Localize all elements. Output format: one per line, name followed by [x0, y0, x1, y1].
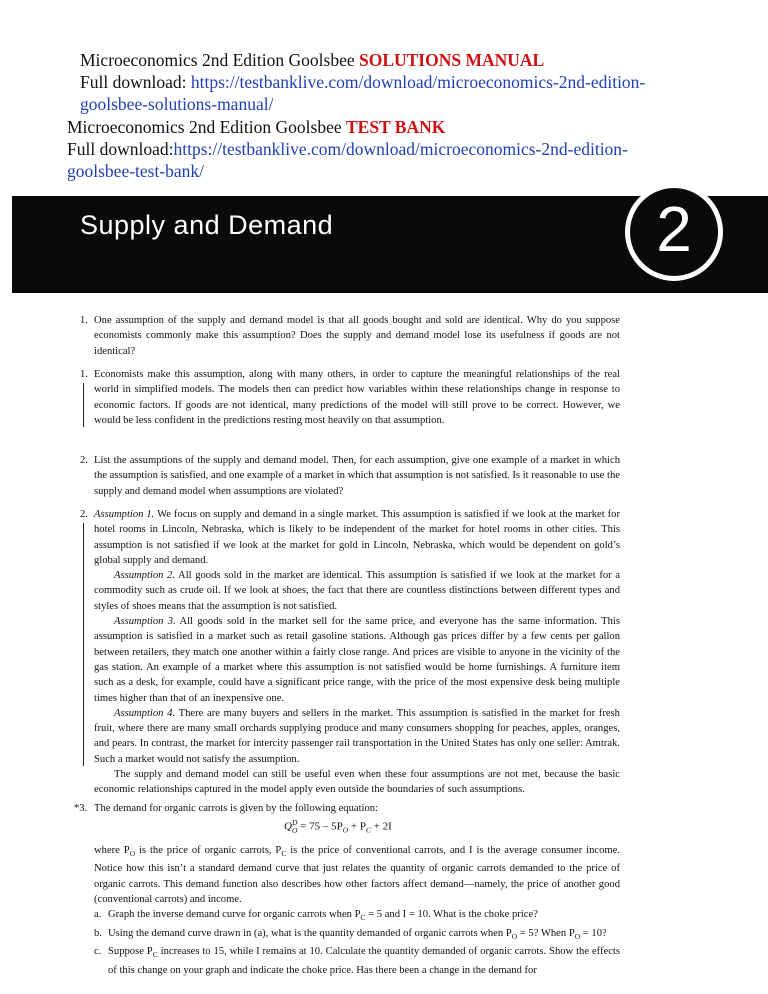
- solutions-manual-link[interactable]: https://testbanklive.com/download/microeconomics-2nd-edition-: [190, 72, 646, 92]
- question-1-number: 1.: [80, 315, 88, 326]
- header-line-3: [80, 94, 273, 115]
- question-3-body: [94, 843, 620, 978]
- test-bank-label: TEST BANK: [345, 117, 446, 137]
- question-1-text: One assumption of the supply and demand model is that all goods bought and sold are identical. Why do you suppose economists commonly make this assumption? Does the supply and demand model lose its usefulness if goods are not identical?: [94, 315, 620, 357]
- answer-1-number: 1.: [80, 369, 88, 380]
- header-line-2: Full download: https://testbanklive.com/download/microeconomics-2nd-edition-: [80, 72, 646, 92]
- assumption-3: Assumption 3. All goods sold in the market sell for the same price, and everyone has the same information. This assumption is satisfied in a market such as retail gasoline stations. Although gas prices differ by a few cents per gallon between retailers, they match one another within a fairly close range. And prices are visible to anyone in the vicinity of the gas station. An example of a market where this assumption is not satisfied would be home furnishings. A furniture item such as a desk, for example, could have a significant price range, with the price of the most expensive desk being multiple times higher than that of an inexpensive one.: [94, 616, 620, 704]
- question-3-where: where $P_O$ is the price of organic carrots, $P_C$ is the price of conventional carrots, and I is the average consumer income. Notice how this isn’t a standard demand curve that just relates the quantity of organic carrots demanded to the price of organic carrots. This demand function also describes how other factors affect demand—namely, the price of another good (conventional carrots) and income.: [94, 845, 620, 905]
- question-2-text: List the assumptions of the supply and demand model. Then, for each assumption, give one example of a market in which the assumption is satisfied, and one example of a market in which that assumption is not satisfied. Is it reasonable to use the supply and demand model when assumptions are violated?: [94, 455, 620, 497]
- test-bank-link-cont[interactable]: goolsbee-test-bank/: [67, 161, 205, 181]
- demand-equation: Q D O = $75 - 5P_O + P_C + 2I$: [284, 818, 392, 835]
- assumption-1: Assumption 1. We focus on supply and demand in a single market. This assumption is satisfied if we look at the market for hotel rooms in Lincoln, Nebraska, which is likely to be independent of the market for hotel rooms in other cities. This assumption is not satisfied if we look at the market for gold in Lincoln, Nebraska, which would be dependent on gold’s global supply and demand.: [94, 509, 620, 566]
- assumption-4: Assumption 4. There are many buyers and sellers in the market. This assumption is satisfied in the market for fresh fruit, where there are many small orchards supplying produce and many consumers shopping for peaches, apples, oranges, and pears. In contrast, the market for intercity passenger rail transportation in the United States has only one seller: Amtrak. Such a market would not satisfy the assumption.: [94, 707, 620, 765]
- question-3-intro: The demand for organic carrots is given by the following equation:: [94, 803, 378, 814]
- header-line-5: Full download:https://testbanklive.com/download/microeconomics-2nd-edition-: [67, 139, 628, 159]
- question-2-number: 2.: [80, 455, 88, 466]
- header-line-6: [67, 161, 204, 182]
- chapter-number: 2: [656, 193, 692, 265]
- question-3-number: *3.: [74, 803, 88, 814]
- question-3b: b. Using the demand curve drawn in (a), what is the quantity demanded of organic carrots when $P_O = 5$? When $P_O = 10$?: [94, 927, 607, 941]
- answer-2-bar: [83, 523, 84, 766]
- answer-1-text: Economists make this assumption, along with many others, in order to capture the meaningful relationships of the real world in simplified models. The models then can predict how variables within these relationships change in response to economic factors. If goods are not identical, many predictions of the model will still prove to be correct. However, we would be less confident in the predictions resting most heavily on that assumption.: [94, 369, 620, 426]
- header-line-1: Microeconomics 2nd Edition Goolsbee SOLUTIONS MANUAL: [80, 50, 545, 70]
- chapter-title: Supply and Demand: [80, 210, 334, 240]
- question-3c: c. Suppose $P_C$ increases to 15, while I remains at 10. Calculate the quantity demanded of organic carrots. Show the effects of this change on your graph and indicate the choke price. Has there been a change in the demand for: [94, 946, 620, 976]
- answer-1-bar: [83, 383, 84, 427]
- answer-2-number: 2.: [80, 509, 88, 520]
- header-line-4: Microeconomics 2nd Edition Goolsbee TEST BANK: [67, 117, 446, 137]
- solutions-manual-link-cont[interactable]: goolsbee-solutions-manual/: [80, 94, 274, 114]
- question-3a: a. Graph the inverse demand curve for organic carrots when $P_C = 5$ and I = 10. What is the choke price?: [94, 909, 538, 923]
- assumption-2: Assumption 2. All goods sold in the market are identical. This assumption is satisfied if we look at the market for a commodity such as crude oil. If we look at shoes, the fact that there are countless distinctions between different types and styles of shoes means that the assumption is not satisfied.: [94, 570, 620, 612]
- answer-2-text: [94, 507, 620, 798]
- solutions-manual-label: SOLUTIONS MANUAL: [358, 50, 545, 70]
- test-bank-link[interactable]: https://testbanklive.com/download/microeconomics-2nd-edition-: [173, 139, 628, 159]
- answer-2-conclusion: The supply and demand model can still be useful even when these four assumptions are not met, because the basic economic relationships captured in the model apply even outside the boundaries of such assumptions.: [94, 769, 620, 796]
- chapter-number-badge: [625, 183, 723, 281]
